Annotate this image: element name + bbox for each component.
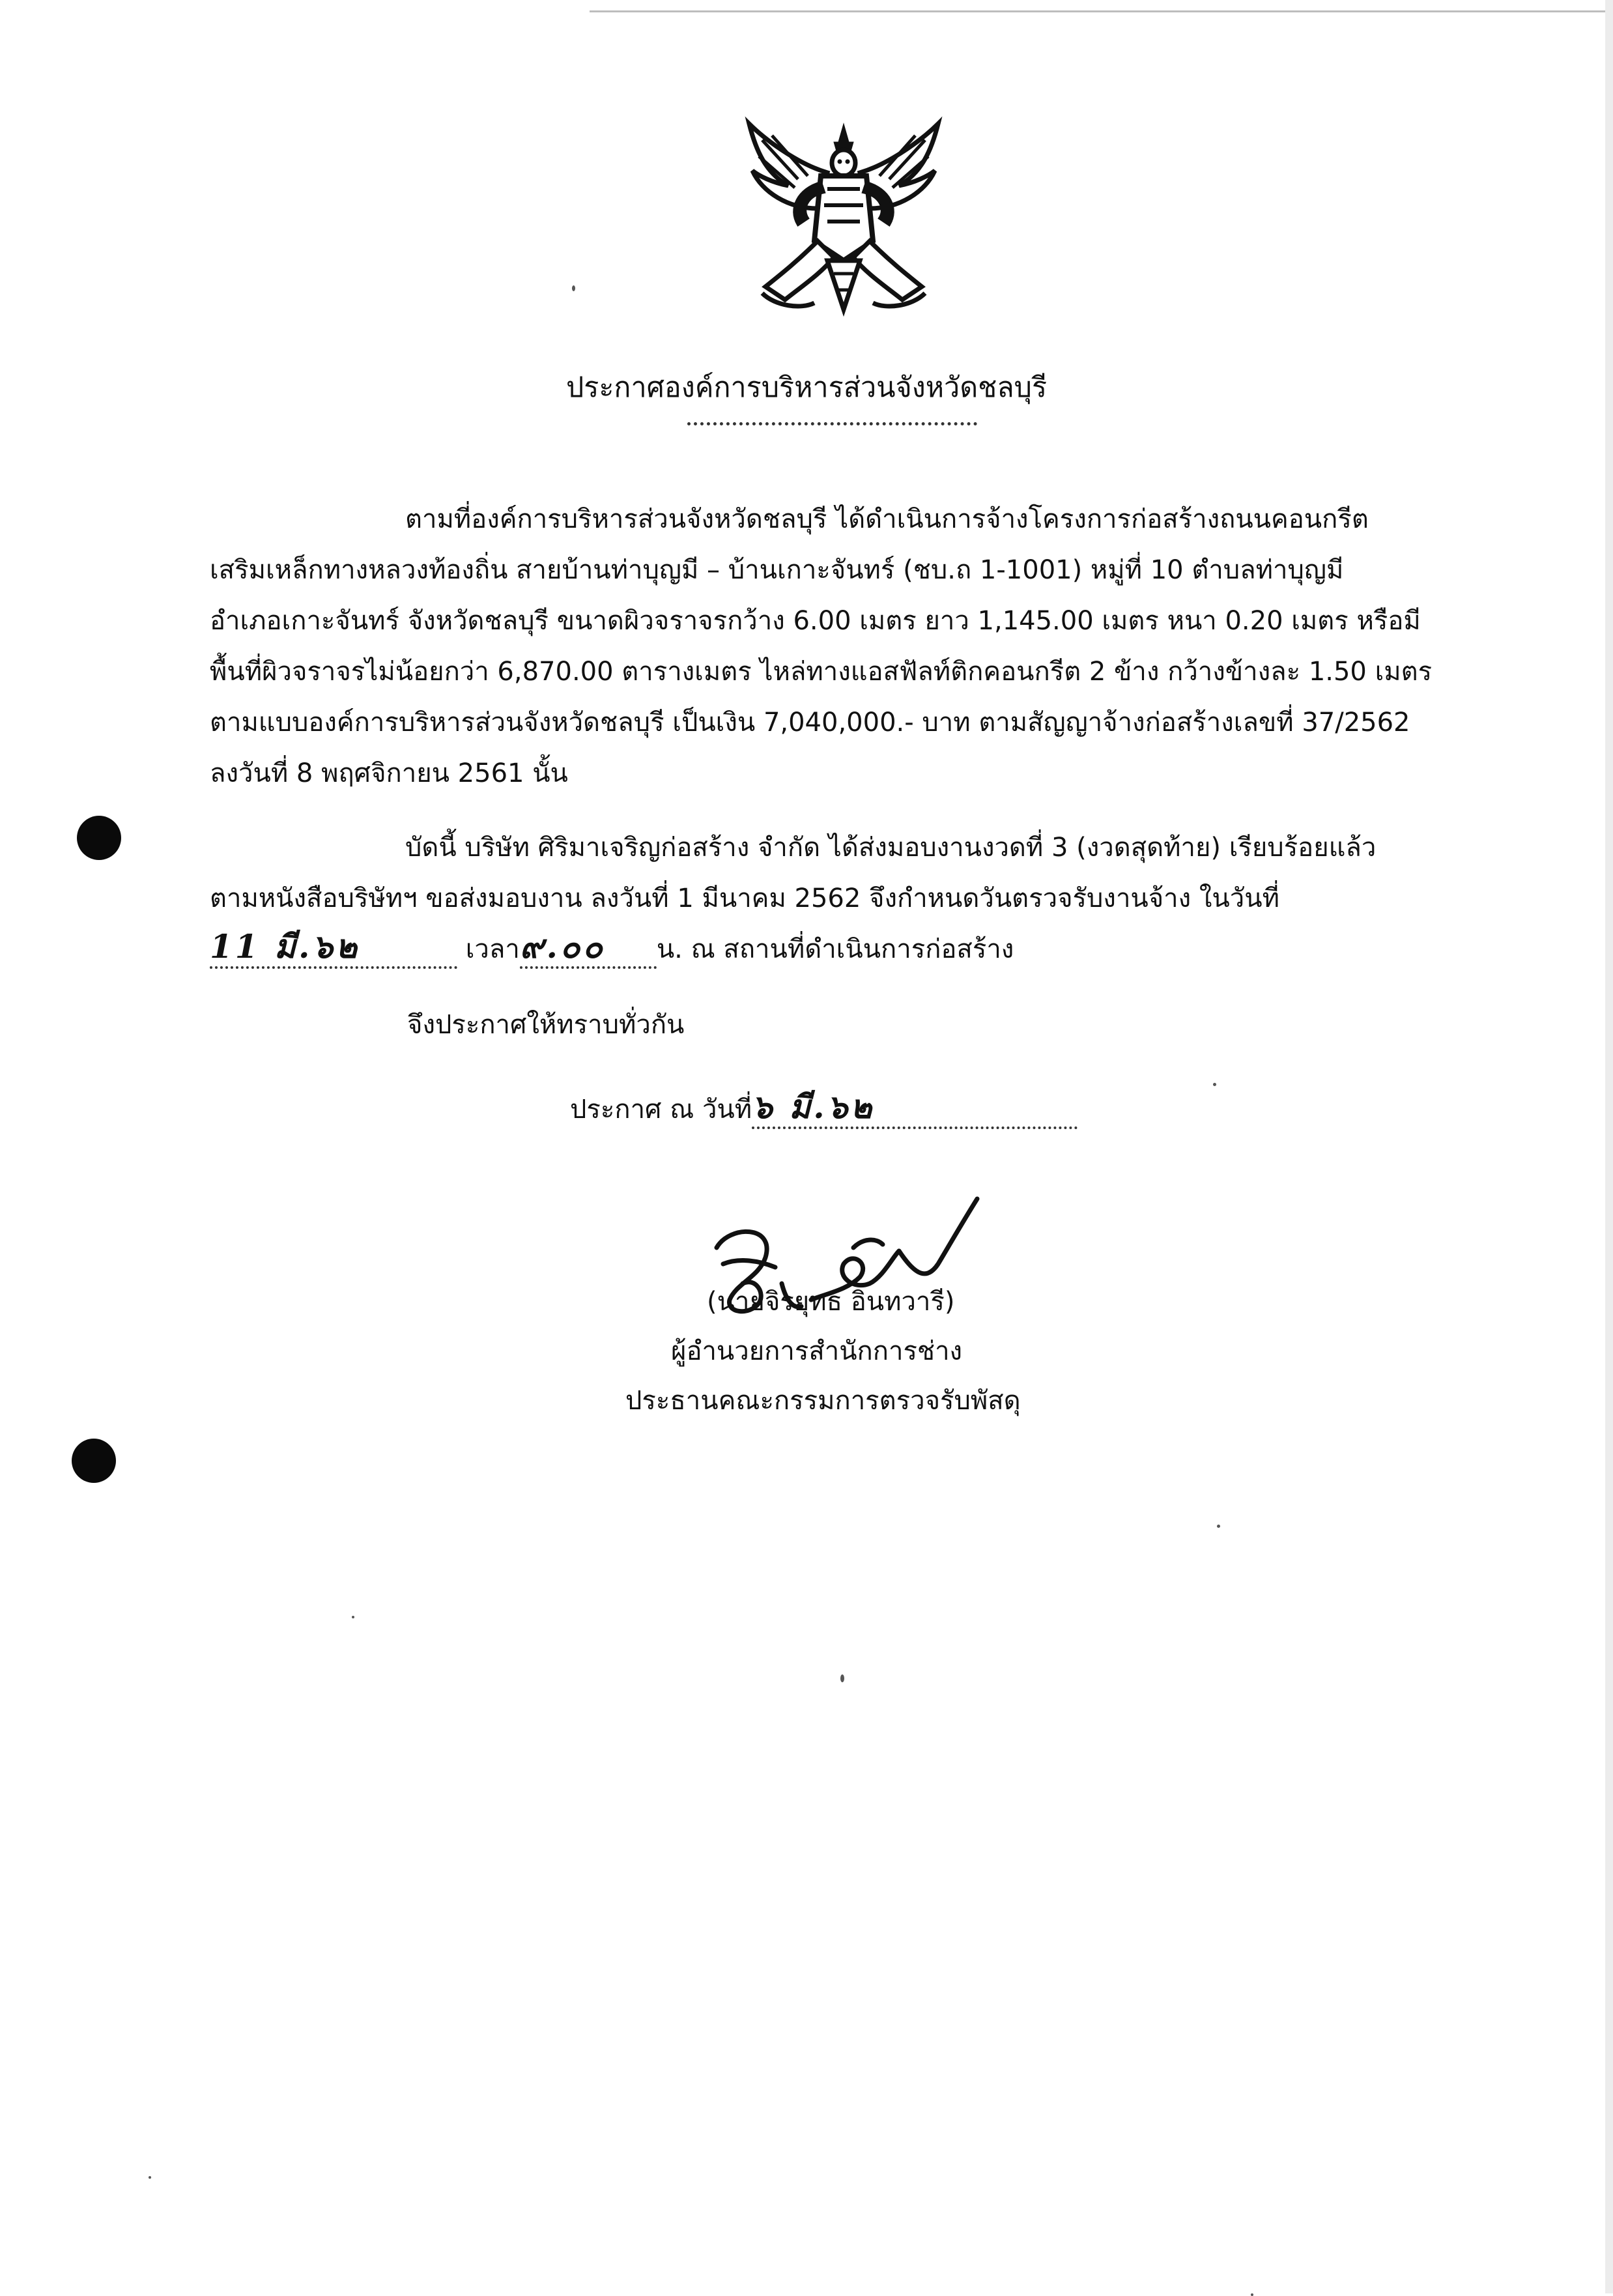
signer-name: (นายจิรยุทธ อินทวารี) [707, 1287, 955, 1317]
paragraph-project [210, 494, 1458, 799]
inspection-date-line [210, 924, 1458, 975]
garuda-emblem-icon [736, 111, 951, 326]
document-title: ประกาศองค์การบริหารส่วนจังหวัดชลบุรี [565, 371, 1048, 404]
paragraph-line: ตามแบบองค์การบริหารส่วนจังหวัดชลบุรี เป็นเงิน 7,040,000.- บาท ตามสัญญาจ้างก่อสร้างเลขที่ 37/2562 [210, 708, 1410, 738]
scan-speck [149, 2176, 151, 2179]
scan-speck [352, 1616, 354, 1618]
announce-label: ประกาศ ณ วันที่ [570, 1095, 752, 1125]
location-text: น. ณ สถานที่ดำเนินการก่อสร้าง [656, 934, 1014, 964]
punch-hole-top [77, 816, 121, 860]
inspection-date-field [210, 927, 457, 969]
paragraph-line: พื้นที่ผิวจราจรไม่น้อยกว่า 6,870.00 ตารางเมตร ไหล่ทางแอสฟัลท์ติกคอนกรีต 2 ข้าง กว้างข้างละ 1.50 เมตร [210, 657, 1433, 687]
paragraph-line: ลงวันที่ 8 พฤศจิกายน 2561 นั้น [210, 758, 568, 788]
paragraph-line: อำเภอเกาะจันทร์ จังหวัดชลบุรี ขนาดผิวจราจรกว้าง 6.00 เมตร ยาว 1,145.00 เมตร หนา 0.20 เมตร หรือมี [210, 606, 1421, 636]
signer-position: ผู้อำนวยการสำนักการช่าง [671, 1336, 963, 1366]
scan-speck [840, 1674, 844, 1682]
paragraph-line: บัดนี้ บริษัท ศิริมาเจริญก่อสร้าง จำกัด ได้ส่งมอบงานงวดที่ 3 (งวดสุดท้าย) เรียบร้อยแล้ว [405, 833, 1377, 863]
announce-date-handwritten: ๖ มี.๖๒ [752, 1087, 875, 1126]
inspection-date-handwritten: 11 มี.๖๒ [210, 927, 360, 966]
time-label: เวลา [465, 934, 520, 964]
signer-role: ประธานคณะกรรมการตรวจรับพัสดุ [625, 1386, 1021, 1416]
closing-statement: จึงประกาศให้ทราบทั่วกัน [407, 1010, 685, 1040]
announce-date-line [570, 1088, 1078, 1130]
signature-block [619, 1277, 1088, 1426]
scan-speck [1251, 2293, 1253, 2296]
scan-speck [1213, 1083, 1216, 1086]
title-underline-dots [687, 422, 977, 425]
scan-top-line [590, 10, 1613, 12]
scan-edge [1605, 0, 1613, 2293]
paragraph-line: ตามหนังสือบริษัทฯ ขอส่งมอบงาน ลงวันที่ 1 มีนาคม 2562 จึงกำหนดวันตรวจรับงานจ้าง ในวันที่ [210, 883, 1279, 913]
punch-hole-bottom [72, 1439, 116, 1483]
scan-speck [572, 285, 575, 291]
paragraph-delivery [210, 822, 1458, 975]
inspection-time-handwritten: ๙.๐๐ [519, 927, 605, 966]
announce-date-field [752, 1087, 1078, 1129]
paragraph-line: เสริมเหล็กทางหลวงท้องถิ่น สายบ้านท่าบุญมี – บ้านเกาะจันทร์ (ชบ.ถ 1-1001) หมู่ที่ 10 ตำบลท่าบุญมี [210, 555, 1344, 585]
paragraph-line: ตามที่องค์การบริหารส่วนจังหวัดชลบุรี ได้ดำเนินการจ้างโครงการก่อสร้างถนนคอนกรีต [405, 504, 1369, 534]
inspection-time-field [519, 927, 657, 969]
scan-speck [1217, 1525, 1220, 1528]
